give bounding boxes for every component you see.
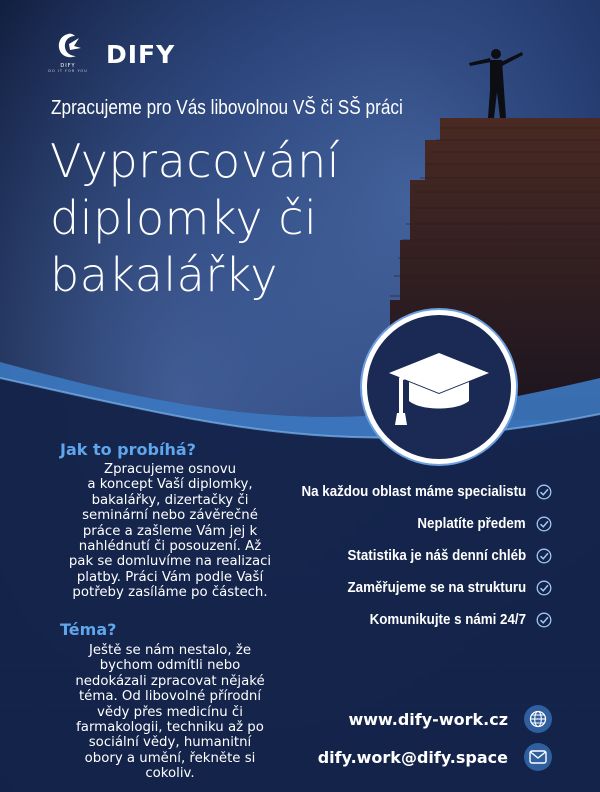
- section-body-topic: [52, 643, 288, 782]
- section-title-topic: Téma?: [60, 620, 117, 639]
- graduation-badge: [362, 310, 516, 464]
- body-line: nahlédnutí či posouzení. Až: [78, 539, 262, 555]
- body-line: obory a umění, řekněte si: [84, 750, 256, 766]
- website-link[interactable]: www.dify-work.cz: [348, 709, 508, 729]
- globe-icon[interactable]: [524, 705, 552, 733]
- feature-item: [252, 476, 552, 508]
- section-title-process: Jak to probíhá?: [60, 440, 196, 459]
- body-line: a koncept Vaší diplomky,: [87, 477, 253, 493]
- body-line: seminární nebo závěrečné: [82, 508, 258, 524]
- check-circle-icon: [536, 484, 552, 500]
- check-circle-icon: [536, 580, 552, 596]
- feature-item: [252, 540, 552, 572]
- body-line: bakalářky, dizertačky či: [91, 492, 249, 508]
- body-line: nedokázali zpracovat nějaké: [75, 673, 265, 689]
- feature-label: Komunikujte s námi 24/7: [369, 612, 526, 628]
- body-line: platby. Práci Vám podle Vaší: [76, 569, 264, 585]
- feature-label: Zaměřujeme se na strukturu: [347, 580, 526, 596]
- body-line: práce a zašleme Vám jej k: [82, 523, 258, 539]
- feature-item: [252, 604, 552, 636]
- headline-line: Vypracování: [50, 134, 341, 188]
- body-line: sociální vědy, humanitní: [88, 735, 252, 751]
- body-line: pak se domluvíme na realizaci: [68, 554, 272, 570]
- body-line: farmakologii, techniku až po: [76, 720, 264, 736]
- logo-icon: [51, 32, 85, 62]
- logo-mark: [48, 32, 88, 73]
- feature-item: [252, 572, 552, 604]
- feature-list: [252, 476, 552, 636]
- subtitle: Zpracujeme pro Vás libovolnou VŠ či SŠ práci: [51, 97, 403, 119]
- body-line: cokoliv.: [145, 766, 195, 782]
- body-line: vědy přes medicínu či: [97, 704, 243, 720]
- headline-line: bakalářky: [50, 248, 279, 302]
- brand-name: DIFY: [106, 40, 176, 69]
- email-contact[interactable]: [318, 743, 552, 771]
- email-link[interactable]: dify.work@dify.space: [317, 747, 508, 767]
- logo-text: DIFY: [60, 63, 76, 69]
- check-circle-icon: [536, 516, 552, 532]
- check-circle-icon: [536, 548, 552, 564]
- body-line: potřeby zasíláme po částech.: [72, 585, 268, 601]
- logo-tagline: DO IT FOR YOU: [48, 69, 88, 73]
- body-line: Zpracujeme osnovu: [103, 462, 237, 477]
- feature-item: [252, 508, 552, 540]
- feature-label: Neplatíte předem: [417, 516, 526, 532]
- graduation-cap-icon: [385, 335, 493, 439]
- logo: [48, 32, 175, 73]
- headline: [50, 133, 340, 304]
- feature-label: Na každou oblast máme specialistu: [301, 484, 526, 500]
- check-circle-icon: [536, 612, 552, 628]
- headline-line: diplomky či: [50, 191, 318, 245]
- website-contact[interactable]: [348, 705, 552, 733]
- body-line: Ještě se nám nestalo, že: [88, 643, 252, 658]
- body-line: téma. Od libovolné přírodní: [78, 689, 262, 705]
- envelope-icon[interactable]: [524, 743, 552, 771]
- body-line: bychom odmítli nebo: [99, 658, 241, 674]
- feature-label: Statistika je náš denní chléb: [347, 548, 526, 564]
